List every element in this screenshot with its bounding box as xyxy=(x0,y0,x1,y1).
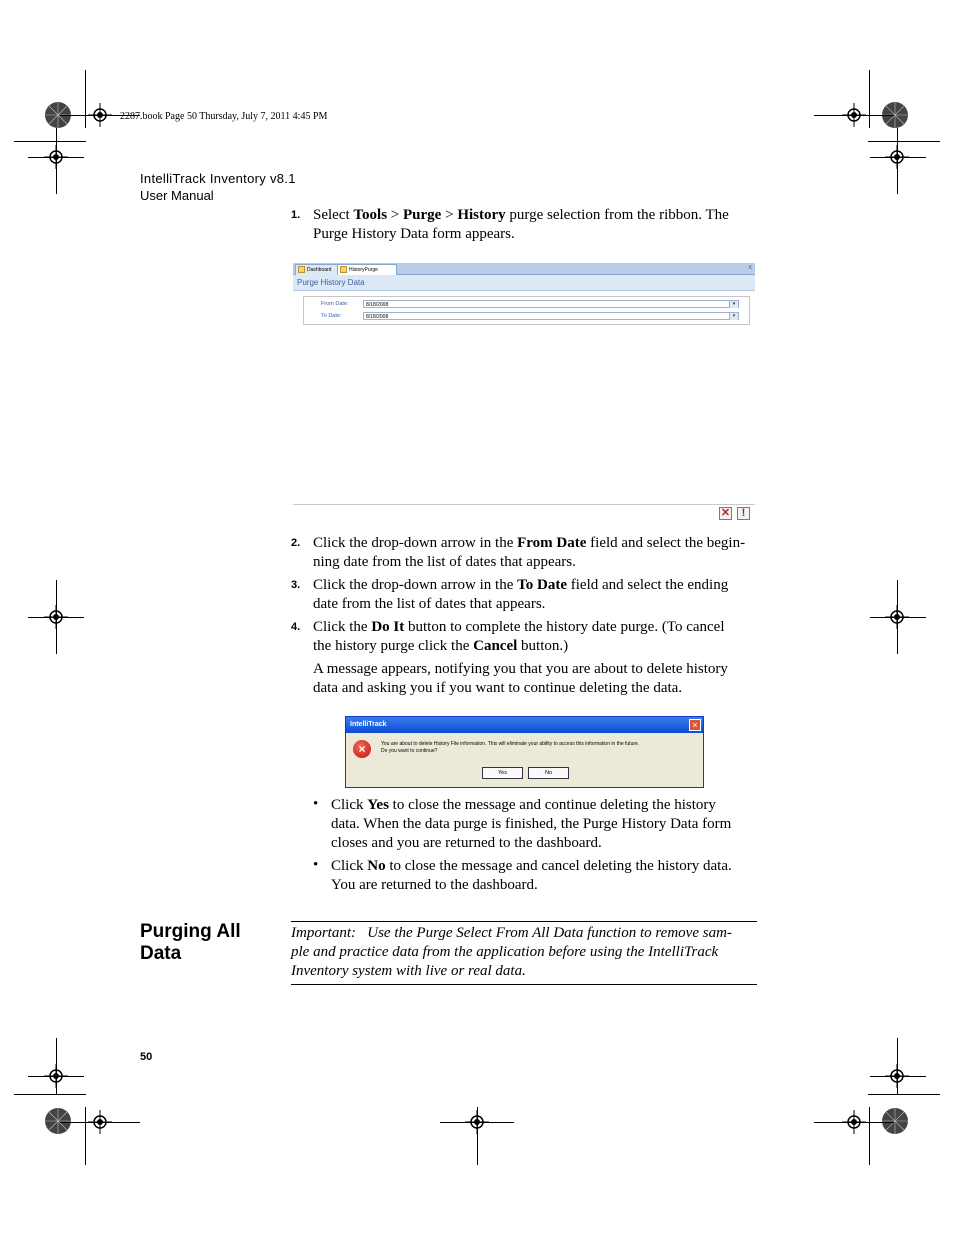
crop-line xyxy=(14,1094,86,1095)
crop-line xyxy=(14,141,86,142)
crop-line xyxy=(870,1076,926,1077)
bullet-no-text: Click No to close the message and cancel deleting the history data. You are returned to the dashboard. xyxy=(331,858,732,893)
bullet-yes-text: Click Yes to close the message and continue deleting the history data. When the data purge is finished, the Purge History Data form closes and you are returned to the dashboard. xyxy=(331,797,732,851)
crop-line xyxy=(28,157,84,158)
running-head-subtitle: User Manual xyxy=(140,188,214,203)
form-icon xyxy=(340,266,347,273)
step-number: 3. xyxy=(291,579,301,591)
step-3-text: Click the drop-down arrow in the To Date field and select the ending date from the list of dates that appears. xyxy=(313,577,729,612)
running-head-product: IntelliTrack Inventory v8.1 xyxy=(140,171,296,186)
close-tab-icon[interactable]: x xyxy=(748,264,752,271)
step-4-text: Click the Do It button to complete the history date purge. (To cancel the history purge click the Cancel button.) xyxy=(313,619,725,654)
form-title: Purge History Data xyxy=(293,275,755,291)
step-2-text: Click the drop-down arrow in the From Date field and select the begin- ning date from the list of dates that appears. xyxy=(313,535,746,570)
crop-line xyxy=(28,1076,84,1077)
do-it-button[interactable]: ! xyxy=(737,507,750,520)
no-button[interactable]: No xyxy=(528,767,569,779)
yes-button[interactable]: Yes xyxy=(482,767,523,779)
registration-mark-bottom-right xyxy=(881,1107,909,1135)
dialog-message-line2: Do you want to continue? xyxy=(381,748,438,754)
crop-line xyxy=(814,1122,894,1123)
message-paragraph: A message appears, notifying you that you are about to delete history data and asking you if you want to continue deleting the data. xyxy=(313,661,728,696)
step-1-text: Select Tools > Purge > History purge selection from the ribbon. The Purge History Data form appears. xyxy=(313,207,729,242)
crop-line xyxy=(869,1107,870,1165)
to-date-field[interactable]: 8/18/2008 ▾ xyxy=(363,312,739,320)
to-date-dropdown-icon[interactable]: ▾ xyxy=(729,313,738,320)
error-icon: × xyxy=(353,740,371,758)
crop-line xyxy=(85,1107,86,1165)
note-bottom-rule xyxy=(291,984,757,985)
to-date-label: To Date: xyxy=(321,313,342,319)
bullet-marker: • xyxy=(313,796,319,812)
crop-line xyxy=(868,141,940,142)
crop-line xyxy=(60,1122,140,1123)
step-number: 2. xyxy=(291,537,301,549)
form-footer xyxy=(293,504,755,524)
crop-line xyxy=(868,1094,940,1095)
dialog-title: IntelliTrack xyxy=(350,721,387,728)
important-note: Important: Use the Purge Select From All Data function to remove sam- ple and practice data from the application before using the IntelliTrack Inventory system with live or real data. xyxy=(291,925,732,979)
from-date-dropdown-icon[interactable]: ▾ xyxy=(729,301,738,308)
dialog-titlebar xyxy=(346,717,703,733)
crop-line xyxy=(870,157,926,158)
step-number: 4. xyxy=(291,621,301,633)
from-date-field[interactable]: 8/18/2008 ▾ xyxy=(363,300,739,308)
crop-line xyxy=(870,617,926,618)
tab-dashboard[interactable]: Dashboard xyxy=(295,264,349,275)
section-heading: Purging All Data xyxy=(140,921,241,964)
delete-confirmation-dialog-screenshot xyxy=(345,716,704,788)
document-tab-bar xyxy=(293,263,755,275)
bullet-marker: • xyxy=(313,857,319,873)
crop-line xyxy=(814,115,894,116)
print-slug: 2287.book Page 50 Thursday, July 7, 2011 4:45 PM xyxy=(120,111,328,122)
crop-line xyxy=(85,70,86,128)
purge-history-form-screenshot xyxy=(293,263,755,523)
note-top-rule xyxy=(291,921,757,922)
from-date-label: From Date: xyxy=(321,301,349,307)
tab-history-purge[interactable]: HistoryPurge xyxy=(337,264,397,275)
form-icon xyxy=(298,266,305,273)
crop-line xyxy=(28,617,84,618)
registration-mark-bottom-left xyxy=(44,1107,72,1135)
crop-line xyxy=(869,70,870,128)
step-number: 1. xyxy=(291,209,301,221)
date-range-group xyxy=(303,296,750,325)
dialog-message-line1: You are about to delete History File information. This will eliminate your ability to access this information in the future. xyxy=(381,741,640,747)
crop-line xyxy=(440,1122,514,1123)
cancel-button[interactable]: ✕ xyxy=(720,507,731,519)
close-icon[interactable]: × xyxy=(689,719,701,731)
page-number: 50 xyxy=(140,1051,153,1063)
